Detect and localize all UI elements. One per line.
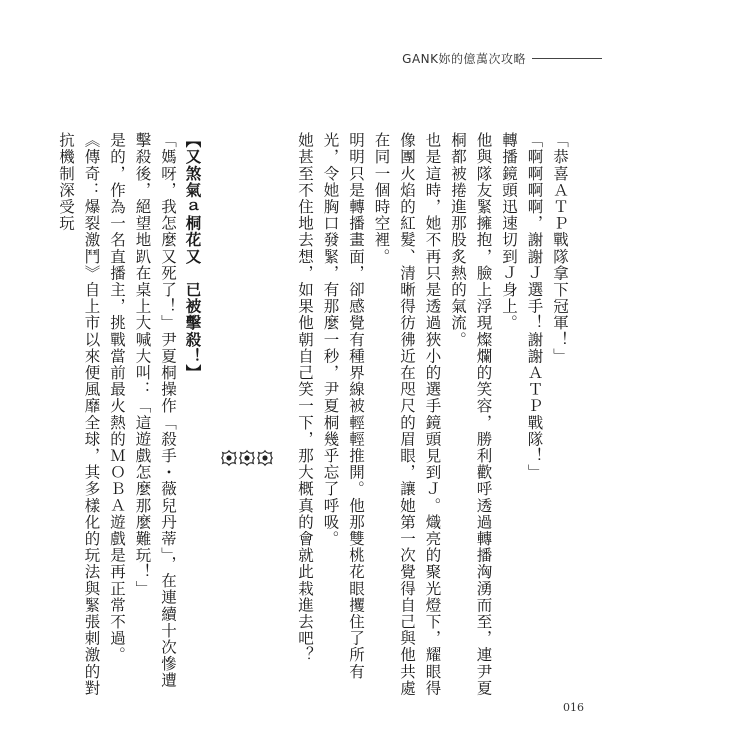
paragraph: 《傳奇：爆裂激鬥》自上市以來便風靡全球，其多樣化的玩法與緊張刺激的對抗機制深受玩 — [57, 132, 101, 697]
paragraph: 轉播鏡頭迅速切到Ｊ身上。 — [500, 132, 518, 332]
flower-ornament-icon — [238, 449, 256, 467]
section-break — [220, 132, 274, 702]
flower-ornament-icon — [256, 449, 274, 467]
paragraph: 是的，作為一名直播主，挑戰當前最火熱的ＭＯＢＡ遊戲是再正常不過。 — [108, 132, 126, 664]
paragraph: 也是這時，她不再只是透過狹小的選手鏡頭見到Ｊ。熾亮的聚光燈下，耀眼得像團火焰的紅髮、清晰得彷彿近在咫尺的眉眼，讓她第一次覺得自己與他共處在同一個時空裡。 — [372, 132, 442, 697]
flower-ornament-icon — [220, 449, 238, 467]
paragraph: 「媽呀，我怎麼又死了！」尹夏桐操作「殺手・薇兒丹蒂」，在連續十次慘遭擊殺後，絕望地趴在桌上大喊大叫：「這遊戲怎麼那麼難玩！」 — [133, 132, 177, 689]
paragraph: 他與隊友緊擁抱，臉上浮現燦爛的笑容，勝利歡呼透過轉播洶湧而至，連尹夏桐都被捲進那股炙熱的氣流。 — [449, 132, 493, 697]
paragraph: 她甚至不住地去想，如果他朝自己笑一下，那大概真的會就此栽進去吧？ — [296, 132, 314, 664]
paragraph: 明明只是轉播畫面，卻感覺有種界線被輕輕推開。他那雙桃花眼攫住了所有光，令她胸口發緊，有那麼一秒，尹夏桐幾乎忘了呼吸。 — [321, 132, 365, 680]
header-rule — [532, 58, 602, 59]
paragraph: 「啊啊啊啊，謝謝Ｊ選手！謝謝ＡＴＰ戰隊！」 — [525, 132, 544, 481]
body-text — [57, 132, 572, 702]
running-header — [402, 50, 602, 67]
paragraph: 「恭喜ＡＴＰ戰隊拿下冠軍！」 — [551, 132, 569, 365]
page-number: 016 — [563, 701, 584, 714]
running-header-title: GANK妳的億萬次攻略 — [402, 52, 526, 66]
kill-announcement: 【又煞氣ａ桐花又 已被擊殺！】 — [183, 132, 203, 381]
